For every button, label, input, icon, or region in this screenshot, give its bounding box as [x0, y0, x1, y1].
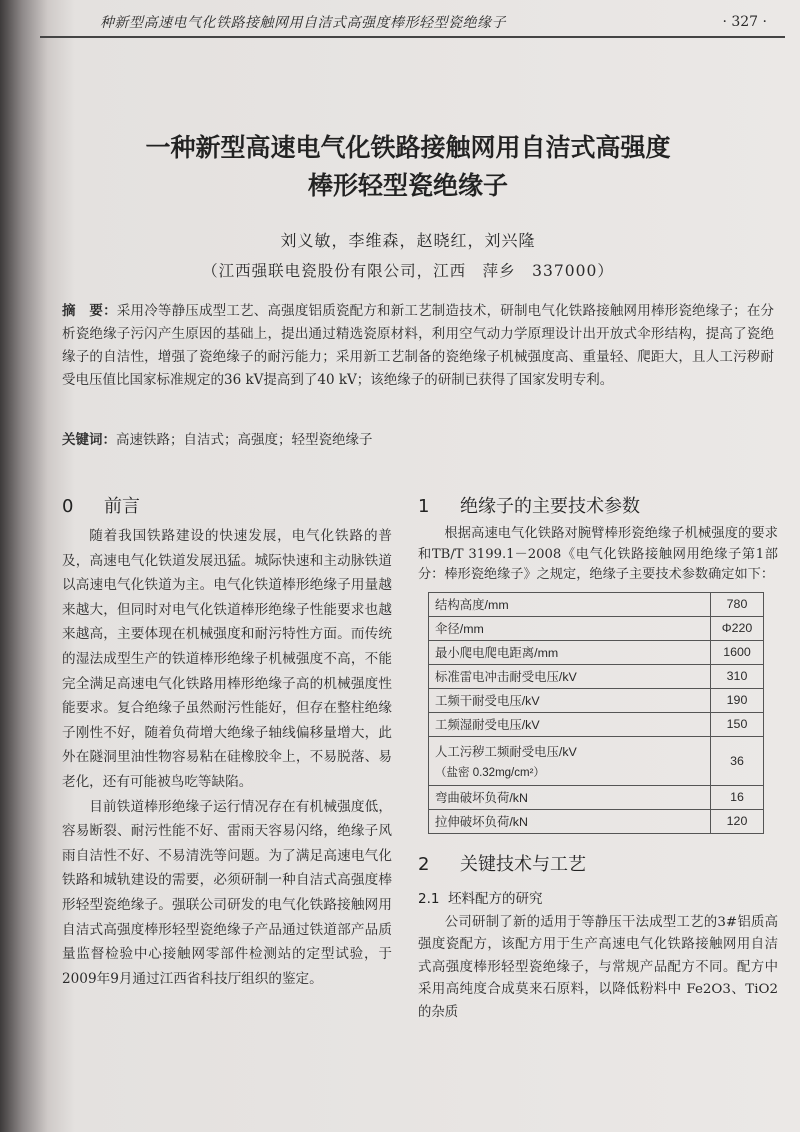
param-note: （盐密 0.32mg/cm²）: [435, 766, 545, 779]
section-2-number: 2: [418, 853, 430, 875]
table-row: [429, 809, 764, 833]
param-name: 工频干耐受电压/kV: [429, 688, 711, 712]
param-value: Φ220: [711, 616, 764, 640]
subsection-2-1-heading: [418, 888, 778, 910]
section-1-intro: 根据高速电气化铁路对腕臂棒形瓷绝缘子机械强度的要求和TB/T 3199.1－2008《电气化铁路接触网用绝缘子第1部分：棒形瓷绝缘子》之规定，绝缘子主要技术参数确定如下：: [418, 526, 778, 582]
param-name: 结构高度/mm: [429, 592, 711, 616]
abstract-label: 摘 要：: [62, 303, 117, 319]
running-header: [40, 6, 785, 38]
section-0-paragraph: 随着我国铁路建设的快速发展，电气化铁路的普及，高速电气化铁道发展迅猛。城际快速和主动脉铁道以高速电气化铁道为主。电气化铁道棒形绝缘子用量越来越大，但同时对电气化铁道棒形绝缘子性能要求也越来越高，主要体现在机械强度和耐污特性方面。而传统的湿法成型生产的铁道棒形绝缘子机械强度不高，不能完全满足高速电气化铁路用棒形绝缘子高的机械强度性能要求。复合绝缘子虽然耐污性能好，但存在整柱绝缘子刚性不好，随着负荷增大绝缘子轴线偏移量增大，此外在隧洞里油性物容易粘在硅橡胶伞上，不易脱落、易老化，还有可能被鸟吃等缺陷。: [62, 528, 392, 790]
param-name-text: 人工污秽工频耐受电压/kV: [435, 744, 577, 759]
param-name: 最小爬电爬电距离/mm: [429, 640, 711, 664]
left-column: [62, 490, 392, 991]
section-1-title: 绝缘子的主要技术参数: [460, 496, 640, 517]
param-name: 弯曲破坏负荷/kN: [429, 785, 711, 809]
section-0-paragraph: 目前铁道棒形绝缘子运行情况存在有机械强度低，容易断裂、耐污性能不好、雷雨天容易闪络，绝缘子风雨自洁性不好、不易清洗等问题。为了满足高速电气化铁路和城轨建设的需要，必须研制一种自洁式高强度棒形轻型瓷绝缘子。强联公司研发的电气化铁路接触网用自洁式高强度棒形轻型瓷绝缘子产品通过铁道部产品质量监督检验中心接触网零部件检测站的定型试验，于2009年9月通过江西省科技厅组织的鉴定。: [62, 798, 392, 987]
param-name: 拉伸破坏负荷/kN: [429, 809, 711, 833]
section-0-number: 0: [62, 496, 74, 517]
section-0-title: 前言: [104, 496, 140, 517]
paper-title-line-1: 一种新型高速电气化铁路接触网用自洁式高强度: [145, 133, 671, 162]
table-row: [429, 736, 764, 785]
page-number: · 327 ·: [722, 14, 767, 30]
section-0-heading: [62, 490, 392, 524]
keywords-text: 高速铁路；自洁式；高强度；轻型瓷绝缘子: [116, 432, 373, 448]
running-title: 种新型高速电气化铁路接触网用自洁式高强度棒形轻型瓷绝缘子: [100, 15, 506, 31]
param-value: 310: [711, 664, 764, 688]
section-1-number: 1: [418, 496, 430, 517]
param-name: 伞径/mm: [429, 616, 711, 640]
table-row: [429, 616, 764, 640]
param-value: 780: [711, 592, 764, 616]
right-column: [418, 490, 778, 1024]
param-value: 120: [711, 809, 764, 833]
param-value: 16: [711, 785, 764, 809]
table-row: [429, 785, 764, 809]
keywords: [62, 428, 774, 448]
affiliation: （江西强联电瓷股份有限公司，江西 萍乡 337000）: [202, 262, 614, 280]
table-row: [429, 712, 764, 736]
subsection-2-1-number: 2.1: [418, 890, 440, 907]
table-row: [429, 592, 764, 616]
param-value: 36: [711, 736, 764, 785]
abstract-text: 采用冷等静压成型工艺、高强度铝质瓷配方和新工艺制造技术，研制电气化铁路接触网用棒形瓷绝缘子；在分析瓷绝缘子污闪产生原因的基础上，提出通过精选瓷原材料，利用空气动力学原理设计出开放式伞形结构，提高了瓷绝缘子的自洁性，增强了瓷绝缘子的耐污能力；采用新工艺制备的瓷绝缘子机械强度高、重量轻、爬距大，且人工污秽耐受电压值比国家标准规定的36 kV提高到了40 kV；该绝缘子的研制已获得了国家发明专利。: [62, 303, 775, 388]
section-2-title: 关键技术与工艺: [460, 853, 586, 875]
param-value: 150: [711, 712, 764, 736]
abstract: [62, 300, 774, 392]
subsection-2-1-text: 公司研制了新的适用于等静压干法成型工艺的3#铝质高强度瓷配方，该配方用于生产高速电气化铁路接触网用自洁式高强度棒形轻型瓷绝缘子，与常规产品配方不同。配方中采用高纯度合成莫来石原料，以降低粉料中 Fe2O3、TiO2 的杂质: [418, 914, 778, 1020]
authors: 刘义敏，李维森，赵晓红，刘兴隆: [280, 231, 536, 250]
param-name: 标准雷电冲击耐受电压/kV: [429, 664, 711, 688]
param-value: 1600: [711, 640, 764, 664]
section-1-heading: [418, 490, 778, 524]
param-name: [429, 736, 711, 785]
table-row: [429, 688, 764, 712]
parameter-table: [428, 592, 764, 834]
table-row: [429, 664, 764, 688]
keywords-label: 关键词：: [62, 432, 116, 448]
param-value: 190: [711, 688, 764, 712]
param-name: 工频湿耐受电压/kV: [429, 712, 711, 736]
table-row: [429, 640, 764, 664]
paper-title-line-2: 棒形轻型瓷绝缘子: [307, 171, 508, 200]
subsection-2-1-title: 坯料配方的研究: [448, 890, 543, 907]
section-2-heading: [418, 848, 778, 882]
